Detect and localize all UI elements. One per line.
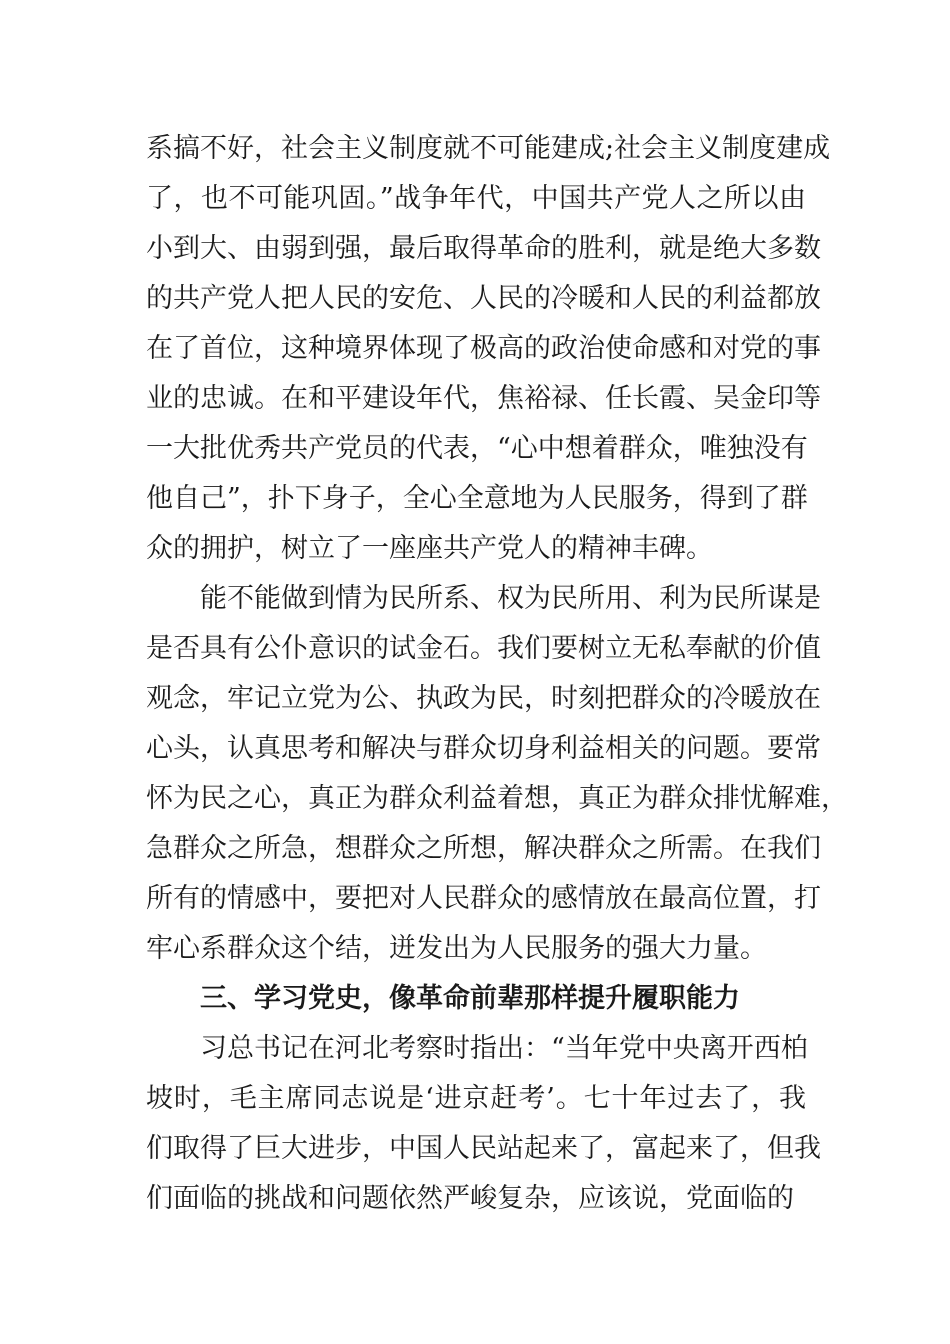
text-line: 们取得了巨大进步，中国人民站起来了，富起来了，但我 xyxy=(146,1133,821,1164)
paragraph-3 xyxy=(146,1024,821,1224)
text-line: 他自己”，扑下身子，全心全意地为人民服务，得到了群 xyxy=(146,483,808,514)
text-line: 牢心系群众这个结，迸发出为人民服务的强大力量。 xyxy=(146,933,767,964)
text-line: 观念，牢记立党为公、执政为民，时刻把群众的冷暖放在 xyxy=(146,683,821,714)
text-line: 急群众之所急，想群众之所想，解决群众之所需。在我们 xyxy=(146,833,821,864)
text-line: 能不能做到情为民所系、权为民所用、利为民所谋是 xyxy=(200,583,821,614)
text-line: 了，也不可能巩固。”战争年代，中国共产党人之所以由 xyxy=(146,183,806,214)
text-line: 的共产党人把人民的安危、人民的冷暖和人民的利益都放 xyxy=(146,283,821,314)
text-line: 坡时，毛主席同志说是‘进京赶考’。七十年过去了，我 xyxy=(146,1083,806,1114)
text-line: 们面临的挑战和问题依然严峻复杂，应该说，党面临的 xyxy=(146,1183,794,1214)
text-line: 业的忠诚。在和平建设年代，焦裕禄、任长霞、吴金印等 xyxy=(146,383,821,414)
document-body xyxy=(146,124,848,1224)
text-line: 一大批优秀共产党员的代表，“心中想着群众，唯独没有 xyxy=(146,433,808,464)
text-line: 在了首位，这种境界体现了极高的政治使命感和对党的事 xyxy=(146,333,821,364)
text-line: 系搞不好，社会主义制度就不可能建成;社会主义制度建成 xyxy=(146,133,831,164)
text-line: 怀为民之心，真正为群众利益着想，真正为群众排忧解难， xyxy=(146,783,848,814)
text-line: 是否具有公仆意识的试金石。我们要树立无私奉献的价值 xyxy=(146,633,821,664)
paragraph-2 xyxy=(146,574,848,974)
text-line: 小到大、由弱到强，最后取得革命的胜利，就是绝大多数 xyxy=(146,233,821,264)
text-line: 心头，认真思考和解决与群众切身利益相关的问题。要常 xyxy=(146,733,821,764)
text-line: 众的拥护，树立了一座座共产党人的精神丰碑。 xyxy=(146,533,713,564)
text-line: 习总书记在河北考察时指出：“当年党中央离开西柏 xyxy=(200,1033,808,1064)
section-heading: 三、学习党史，像革命前辈那样提升履职能力 xyxy=(200,983,740,1014)
paragraph-1 xyxy=(146,124,831,574)
text-line: 所有的情感中，要把对人民群众的感情放在最高位置，打 xyxy=(146,883,821,914)
